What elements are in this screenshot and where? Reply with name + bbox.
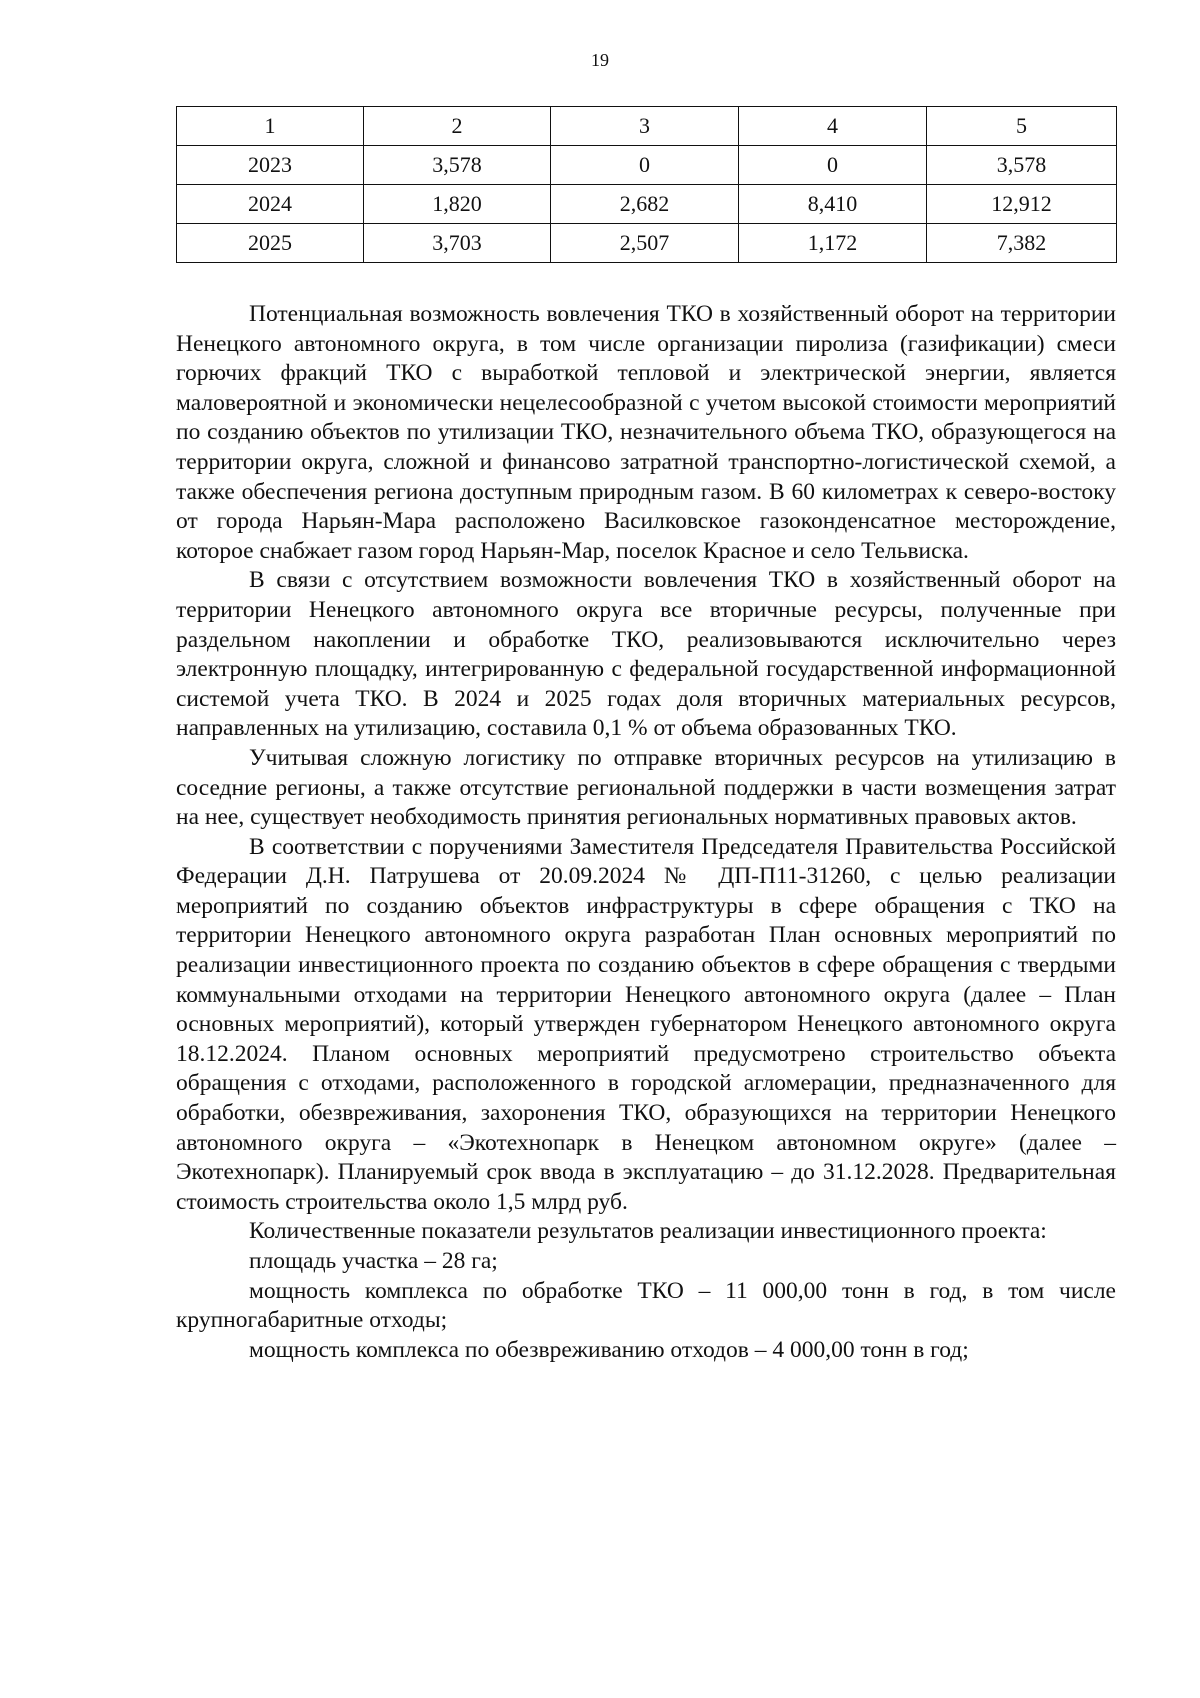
table-header-cell: 1 (177, 107, 364, 146)
table-cell: 0 (551, 146, 739, 185)
table-row (177, 185, 1117, 224)
table-header-cell: 4 (739, 107, 927, 146)
table-cell: 2,507 (551, 224, 739, 263)
paragraph: В соответствии с поручениями Заместителя Председателя Правительства Российской Федерации Д.Н. Патрушева от 20.09.2024 № ДП-П11-31260, с целью реализации мероприятий по созданию объектов инфраструктуры в сфере обращения с ТКО на территории Ненецкого автономного округа разработан План основных мероприятий по реализации инвестиционного проекта по созданию объектов в сфере обращения с твердыми коммунальными отходами на территории Ненецкого автономного округа (далее – План основных мероприятий), который утвержден губернатором Ненецкого автономного округа 18.12.2024. Планом основных мероприятий предусмотрено строительство объекта обращения с отходами, расположенного в городской агломерации, предназначенного для обработки, обезвреживания, захоронения ТКО, образующихся на территории Ненецкого автономного округа – «Экотехнопарк в Ненецком автономном округе» (далее – Экотехнопарк). Планируемый срок ввода в эксплуатацию – до 31.12.2028. Предварительная стоимость строительства около 1,5 млрд руб. (176, 833, 1116, 1215)
table-cell: 2024 (177, 185, 364, 224)
paragraph: Потенциальная возможность вовлечения ТКО в хозяйственный оборот на территории Ненецкого автономного округа, в том числе организации пиролиза (газификации) смеси горючих фракций ТКО с выработкой тепловой и электрической энергии, является маловероятной и экономически нецелесообразной с учетом высокой стоимости мероприятий по созданию объектов по утилизации ТКО, незначительного объема ТКО, образующегося на территории округа, сложной и финансово затратной транспортно-логистической схемой, а также обеспечения региона доступным природным газом. В 60 километрах к северо-востоку от города Нарьян-Мара расположено Василковское газоконденсатное месторождение, которое снабжает газом город Нарьян-Мар, поселок Красное и село Тельвиска. (176, 301, 1116, 564)
paragraph: мощность комплекса по обработке ТКО – 11 000,00 тонн в год, в том числе крупногабаритные отходы; (176, 1277, 1116, 1334)
table-row (177, 224, 1117, 263)
paragraph: В связи с отсутствием возможности вовлечения ТКО в хозяйственный оборот на территории Ненецкого автономного округа все вторичные ресурсы, полученные при раздельном накоплении и обработке ТКО, реализовываются исключительно через электронную площадку, интегрированную с федеральной государственной информационной системой учета ТКО. В 2024 и 2025 годах доля вторичных материальных ресурсов, направленных на утилизацию, составила 0,1 % от объема образованных ТКО. (176, 567, 1116, 742)
table-cell: 2,682 (551, 185, 739, 224)
paragraph: Учитывая сложную логистику по отправке вторичных ресурсов на утилизацию в соседние регионы, а также отсутствие региональной поддержки в части возмещения затрат на нее, существует необходимость принятия региональных нормативных правовых актов. (176, 744, 1116, 831)
table-cell: 8,410 (739, 185, 927, 224)
document-body (176, 300, 1116, 1365)
table-row (177, 146, 1117, 185)
table-cell: 1,820 (364, 185, 551, 224)
table-cell: 3,703 (364, 224, 551, 263)
table-cell: 3,578 (364, 146, 551, 185)
table-cell: 2025 (177, 224, 364, 263)
paragraph: площадь участка – 28 га; (249, 1248, 498, 1274)
table-cell: 2023 (177, 146, 364, 185)
paragraph: мощность комплекса по обезвреживанию отходов – 4 000,00 тонн в год; (249, 1336, 969, 1363)
table-header-cell: 5 (927, 107, 1117, 146)
table-cell: 0 (739, 146, 927, 185)
table-cell: 12,912 (927, 185, 1117, 224)
table-cell: 3,578 (927, 146, 1117, 185)
table-cell: 7,382 (927, 224, 1117, 263)
page-number: 19 (591, 50, 609, 70)
paragraph: Количественные показатели результатов реализации инвестиционного проекта: (249, 1218, 1047, 1245)
data-table (176, 106, 1117, 263)
table-header-cell: 3 (551, 107, 739, 146)
table-cell: 1,172 (739, 224, 927, 263)
table-header-row (177, 107, 1117, 146)
table-header-cell: 2 (364, 107, 551, 146)
